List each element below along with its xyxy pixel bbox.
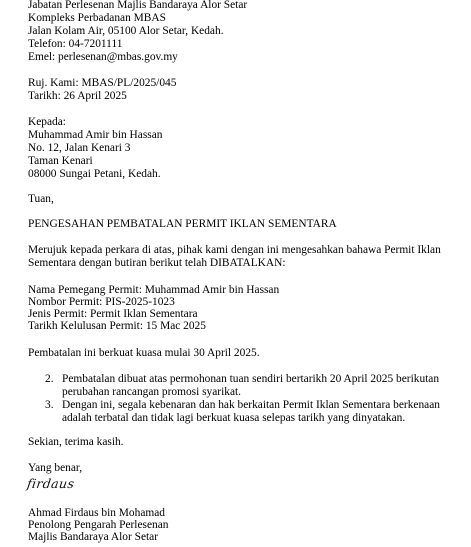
list-item-number: 3. — [45, 399, 54, 411]
signatory-org: Majlis Bandaraya Alor Setar — [28, 531, 159, 543]
list-item-number: 2. — [45, 373, 54, 385]
list-item-line-1: Pembatalan dibuat atas permohonan tuan sendiri bertarikh 20 April 2025 berikutan — [62, 373, 440, 385]
sender-street: Jalan Kolam Air, 05100 Alor Setar, Kedah. — [28, 25, 224, 37]
letter-subject: PENGESAHAN PEMBATALAN PERMIT IKLAN SEMENTARA — [28, 218, 337, 230]
list-item-line-2: adalah terbatal dan tidak lagi berkuat kuasa selepas tarikh yang dinyatakan. — [62, 412, 406, 424]
effective-statement: Pembatalan ini berkuat kuasa mulai 30 April 2025. — [28, 347, 260, 359]
intro-line-1: Merujuk kepada perkara di atas, pihak kami dengan ini mengesahkan bahawa Permit Iklan — [28, 244, 441, 256]
signoff: Yang benar, — [28, 462, 83, 474]
reference-number: Ruj. Kami: MBAS/PL/2025/045 — [28, 77, 177, 89]
list-item-line-1: Dengan ini, segala kebenaran dan hak berkaitan Permit Iklan Sementara berkenaan — [62, 399, 440, 411]
sender-phone: Telefon: 04-7201111 — [28, 38, 123, 50]
intro-line-2: Sementara dengan butiran berikut telah DIBATALKAN: — [28, 257, 286, 269]
permit-holder: Nama Pemegang Permit: Muhammad Amir bin Hassan — [28, 284, 280, 296]
recipient-address-2: Taman Kenari — [28, 155, 93, 167]
signatory-name: Ahmad Firdaus bin Mohamad — [28, 507, 165, 519]
recipient-name: Muhammad Amir bin Hassan — [28, 129, 163, 141]
salutation: Tuan, — [28, 193, 54, 205]
recipient-label: Kepada: — [28, 116, 66, 128]
permit-type: Jenis Permit: Permit Iklan Sementara — [28, 308, 198, 320]
sender-email: Emel: perlesenan@mbas.gov.my — [28, 51, 178, 63]
sender-building: Kompleks Perbadanan MBAS — [28, 12, 166, 24]
recipient-address-3: 08000 Sungai Petani, Kedah. — [28, 168, 161, 180]
recipient-address-1: No. 12, Jalan Kenari 3 — [28, 142, 131, 154]
permit-number: Nombor Permit: PIS-2025-1023 — [28, 296, 175, 308]
signatory-title: Penolong Pengarah Perlesenan — [28, 519, 169, 531]
sender-dept: Jabatan Perlesenan Majlis Bandaraya Alor Setar — [28, 0, 248, 11]
permit-approval-date: Tarikh Kelulusan Permit: 15 Mac 2025 — [28, 320, 206, 332]
letter-date: Tarikh: 26 April 2025 — [28, 90, 127, 102]
handwritten-signature: firdaus — [26, 476, 76, 491]
list-item-line-2: perubahan rancangan promosi syarikat. — [62, 386, 242, 398]
closing-remark: Sekian, terima kasih. — [28, 436, 124, 448]
